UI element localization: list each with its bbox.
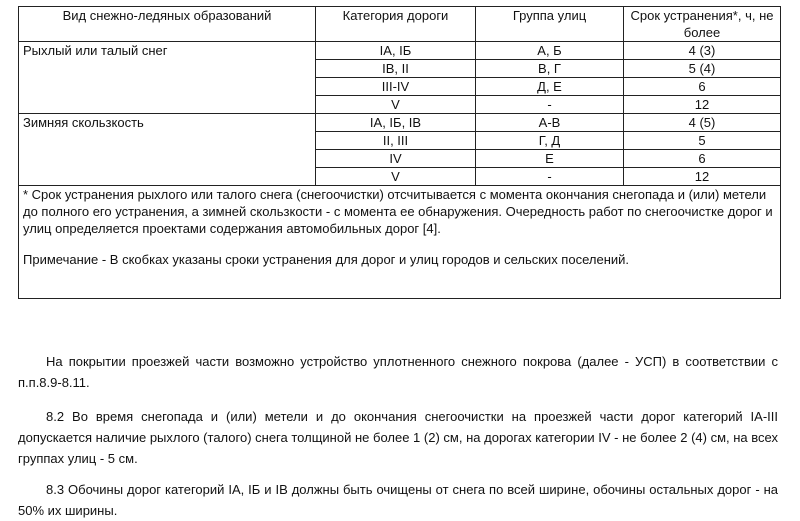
table-row — [19, 42, 781, 60]
street-group-cell: Е — [476, 150, 624, 168]
street-group-cell: - — [476, 96, 624, 114]
table-row — [19, 114, 781, 132]
term-cell: 4 (3) — [624, 42, 781, 60]
street-group-cell: - — [476, 168, 624, 186]
paragraph-usp: На покрытии проезжей части возможно устройство уплотненного снежного покрова (далее - УСП) в соответствии с п.п.8.9-8.11. — [18, 354, 778, 390]
street-group-cell: А-В — [476, 114, 624, 132]
term-cell: 6 — [624, 78, 781, 96]
category-cell: IV — [316, 150, 476, 168]
note-text: Примечание - В скобках указаны сроки устранения для дорог и улиц городов и сельских поселений. — [23, 252, 630, 267]
header-ice-type: Вид снежно-ледяных образований — [19, 7, 316, 42]
term-cell: 4 (5) — [624, 114, 781, 132]
paragraph-8-2: 8.2 Во время снегопада и (или) метели и до окончания снегоочистки на проезжей части дорог категорий IА-III допускается наличие рыхлого (талого) снега толщиной не более 1 (2) см, на дорогах категории IV - не более 2 (4) см, на всех группах улиц - 5 см. — [18, 409, 778, 466]
paragraph-8-3: 8.3 Обочины дорог категорий IА, IБ и IВ должны быть очищены от снега по всей ширине, обочины остальных дорог - на 50% их ширины. — [18, 482, 778, 518]
category-cell: III-IV — [316, 78, 476, 96]
term-cell: 6 — [624, 150, 781, 168]
category-cell: II, III — [316, 132, 476, 150]
footnote-text: * Срок устранения рыхлого или талого снега (снегоочистки) отсчитывается с момента окончания снегопада и (или) метели до полного его устранения, а зимней скользкости - с момента ее обнаружения. Очередность работ по снегоочистке дорог и улиц определяется проектами содержания автомобильных дорог [4]. — [23, 187, 773, 236]
category-cell: IВ, II — [316, 60, 476, 78]
street-group-cell: А, Б — [476, 42, 624, 60]
header-removal-term: Срок устранения*, ч, не более — [624, 7, 781, 42]
footnote-cell — [19, 186, 781, 299]
street-group-cell: В, Г — [476, 60, 624, 78]
snow-removal-table — [18, 6, 781, 299]
category-cell: IА, IБ — [316, 42, 476, 60]
header-road-category: Категория дороги — [316, 7, 476, 42]
table-header-row — [19, 7, 781, 42]
term-cell: 12 — [624, 168, 781, 186]
category-cell: V — [316, 96, 476, 114]
term-cell: 5 (4) — [624, 60, 781, 78]
category-cell: IА, IБ, IВ — [316, 114, 476, 132]
category-cell: V — [316, 168, 476, 186]
term-cell: 12 — [624, 96, 781, 114]
term-cell: 5 — [624, 132, 781, 150]
street-group-cell: Г, Д — [476, 132, 624, 150]
ice-type-cell: Зимняя скользкость — [19, 114, 316, 186]
ice-type-cell: Рыхлый или талый снег — [19, 42, 316, 114]
header-street-group: Группа улиц — [476, 7, 624, 42]
footnote-row — [19, 186, 781, 299]
street-group-cell: Д, Е — [476, 78, 624, 96]
